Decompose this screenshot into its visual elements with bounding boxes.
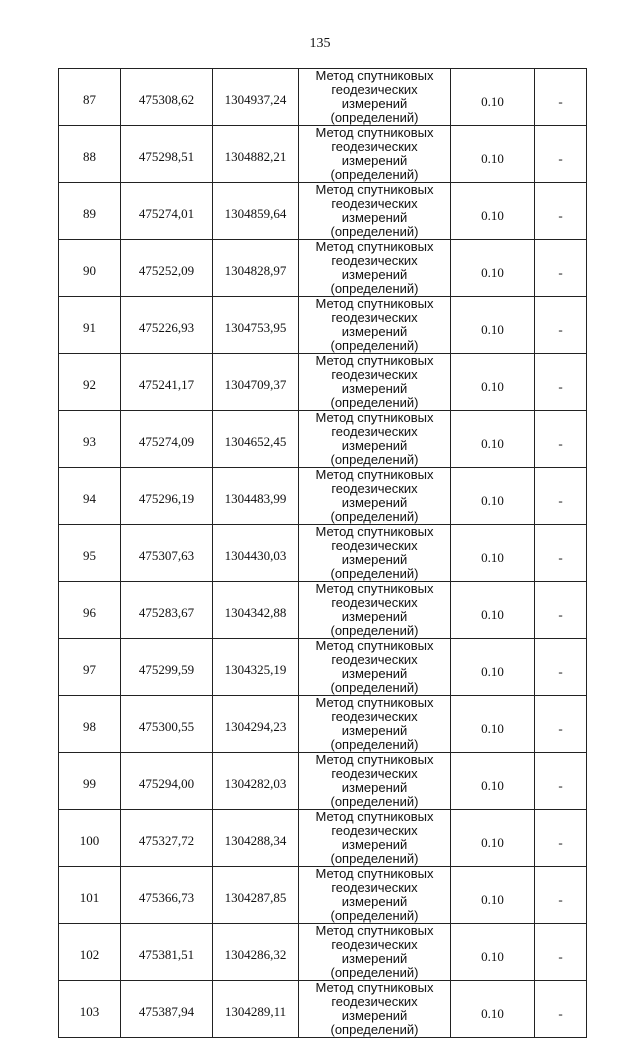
table-row (59, 69, 587, 126)
y-coordinate-cell: 1304937,24 (213, 69, 299, 126)
coordinates-table-body (59, 69, 587, 1038)
accuracy-cell: 0.10 (451, 582, 535, 639)
method-line: Метод спутниковых (315, 182, 434, 197)
y-coordinate-cell: 1304325,19 (213, 639, 299, 696)
point-number-cell: 96 (59, 582, 121, 639)
y-coordinate-cell: 1304828,97 (213, 240, 299, 297)
x-coordinate-cell: 475387,94 (121, 981, 213, 1038)
y-coordinate-cell: 1304294,23 (213, 696, 299, 753)
method-line: Метод спутниковых (315, 467, 434, 482)
method-line: (определений) (330, 509, 419, 524)
method-cell (299, 240, 451, 297)
method-line: геодезических измерений (331, 880, 418, 909)
point-number-cell: 103 (59, 981, 121, 1038)
note-cell: - (535, 810, 587, 867)
note-cell: - (535, 981, 587, 1038)
x-coordinate-cell: 475298,51 (121, 126, 213, 183)
y-coordinate-cell: 1304652,45 (213, 411, 299, 468)
point-number-cell: 101 (59, 867, 121, 924)
method-line: (определений) (330, 623, 419, 638)
x-coordinate-cell: 475381,51 (121, 924, 213, 981)
x-coordinate-cell: 475274,01 (121, 183, 213, 240)
method-line: (определений) (330, 281, 419, 296)
method-line: геодезических измерений (331, 139, 418, 168)
table-row (59, 753, 587, 810)
table-row (59, 867, 587, 924)
method-cell (299, 810, 451, 867)
method-cell (299, 639, 451, 696)
note-cell: - (535, 525, 587, 582)
accuracy-cell: 0.10 (451, 411, 535, 468)
method-cell (299, 468, 451, 525)
note-cell: - (535, 924, 587, 981)
x-coordinate-cell: 475241,17 (121, 354, 213, 411)
x-coordinate-cell: 475283,67 (121, 582, 213, 639)
method-line: (определений) (330, 167, 419, 182)
method-line: (определений) (330, 851, 419, 866)
x-coordinate-cell: 475226,93 (121, 297, 213, 354)
method-cell (299, 582, 451, 639)
method-cell (299, 354, 451, 411)
method-line: Метод спутниковых (315, 980, 434, 995)
method-line: (определений) (330, 680, 419, 695)
note-cell: - (535, 411, 587, 468)
note-cell: - (535, 126, 587, 183)
table-row (59, 411, 587, 468)
note-cell: - (535, 468, 587, 525)
accuracy-cell: 0.10 (451, 69, 535, 126)
method-line: Метод спутниковых (315, 524, 434, 539)
point-number-cell: 94 (59, 468, 121, 525)
method-line: геодезических измерений (331, 538, 418, 567)
method-line: геодезических измерений (331, 823, 418, 852)
y-coordinate-cell: 1304282,03 (213, 753, 299, 810)
x-coordinate-cell: 475294,00 (121, 753, 213, 810)
accuracy-cell: 0.10 (451, 126, 535, 183)
point-number-cell: 88 (59, 126, 121, 183)
method-line: геодезических измерений (331, 481, 418, 510)
method-cell (299, 183, 451, 240)
point-number-cell: 99 (59, 753, 121, 810)
method-line: (определений) (330, 224, 419, 239)
method-line: (определений) (330, 737, 419, 752)
table-row (59, 183, 587, 240)
note-cell: - (535, 696, 587, 753)
method-cell (299, 297, 451, 354)
method-line: Метод спутниковых (315, 752, 434, 767)
method-cell (299, 525, 451, 582)
method-line: Метод спутниковых (315, 866, 434, 881)
table-row (59, 126, 587, 183)
point-number-cell: 91 (59, 297, 121, 354)
table-row (59, 297, 587, 354)
point-number-cell: 87 (59, 69, 121, 126)
method-cell (299, 981, 451, 1038)
point-number-cell: 95 (59, 525, 121, 582)
point-number-cell: 97 (59, 639, 121, 696)
method-line: геодезических измерений (331, 994, 418, 1023)
method-line: геодезических измерений (331, 766, 418, 795)
x-coordinate-cell: 475327,72 (121, 810, 213, 867)
y-coordinate-cell: 1304289,11 (213, 981, 299, 1038)
method-cell (299, 126, 451, 183)
method-cell (299, 753, 451, 810)
method-line: Метод спутниковых (315, 296, 434, 311)
note-cell: - (535, 867, 587, 924)
y-coordinate-cell: 1304430,03 (213, 525, 299, 582)
y-coordinate-cell: 1304286,32 (213, 924, 299, 981)
accuracy-cell: 0.10 (451, 297, 535, 354)
method-line: геодезических измерений (331, 82, 418, 111)
table-row (59, 924, 587, 981)
method-line: Метод спутниковых (315, 923, 434, 938)
method-cell (299, 924, 451, 981)
accuracy-cell: 0.10 (451, 981, 535, 1038)
method-line: (определений) (330, 566, 419, 581)
accuracy-cell: 0.10 (451, 525, 535, 582)
point-number-cell: 90 (59, 240, 121, 297)
table-row (59, 696, 587, 753)
method-line: геодезических измерений (331, 196, 418, 225)
point-number-cell: 89 (59, 183, 121, 240)
note-cell: - (535, 297, 587, 354)
method-line: Метод спутниковых (315, 581, 434, 596)
note-cell: - (535, 183, 587, 240)
accuracy-cell: 0.10 (451, 354, 535, 411)
method-line: Метод спутниковых (315, 410, 434, 425)
method-cell (299, 867, 451, 924)
table-row (59, 240, 587, 297)
note-cell: - (535, 354, 587, 411)
y-coordinate-cell: 1304882,21 (213, 126, 299, 183)
y-coordinate-cell: 1304483,99 (213, 468, 299, 525)
method-cell (299, 411, 451, 468)
table-row (59, 468, 587, 525)
x-coordinate-cell: 475299,59 (121, 639, 213, 696)
method-cell (299, 69, 451, 126)
method-line: Метод спутниковых (315, 695, 434, 710)
table-row (59, 354, 587, 411)
method-line: Метод спутниковых (315, 809, 434, 824)
method-line: (определений) (330, 1022, 419, 1037)
point-number-cell: 93 (59, 411, 121, 468)
x-coordinate-cell: 475300,55 (121, 696, 213, 753)
point-number-cell: 100 (59, 810, 121, 867)
accuracy-cell: 0.10 (451, 183, 535, 240)
method-line: геодезических измерений (331, 652, 418, 681)
accuracy-cell: 0.10 (451, 753, 535, 810)
method-line: (определений) (330, 110, 419, 125)
table-row (59, 981, 587, 1038)
note-cell: - (535, 69, 587, 126)
point-number-cell: 102 (59, 924, 121, 981)
accuracy-cell: 0.10 (451, 240, 535, 297)
method-line: (определений) (330, 452, 419, 467)
x-coordinate-cell: 475252,09 (121, 240, 213, 297)
method-line: (определений) (330, 338, 419, 353)
y-coordinate-cell: 1304859,64 (213, 183, 299, 240)
table-row (59, 525, 587, 582)
accuracy-cell: 0.10 (451, 639, 535, 696)
y-coordinate-cell: 1304342,88 (213, 582, 299, 639)
table-row (59, 582, 587, 639)
coordinates-table (58, 68, 587, 1038)
method-cell (299, 696, 451, 753)
table-row (59, 810, 587, 867)
method-line: геодезических измерений (331, 253, 418, 282)
page-number: 135 (309, 36, 331, 51)
x-coordinate-cell: 475366,73 (121, 867, 213, 924)
point-number-cell: 98 (59, 696, 121, 753)
method-line: (определений) (330, 965, 419, 980)
method-line: Метод спутниковых (315, 239, 434, 254)
y-coordinate-cell: 1304288,34 (213, 810, 299, 867)
x-coordinate-cell: 475296,19 (121, 468, 213, 525)
y-coordinate-cell: 1304753,95 (213, 297, 299, 354)
method-line: Метод спутниковых (315, 68, 434, 83)
note-cell: - (535, 582, 587, 639)
method-line: геодезических измерений (331, 367, 418, 396)
method-line: геодезических измерений (331, 709, 418, 738)
y-coordinate-cell: 1304709,37 (213, 354, 299, 411)
note-cell: - (535, 753, 587, 810)
point-number-cell: 92 (59, 354, 121, 411)
method-line: геодезических измерений (331, 595, 418, 624)
note-cell: - (535, 240, 587, 297)
x-coordinate-cell: 475308,62 (121, 69, 213, 126)
x-coordinate-cell: 475307,63 (121, 525, 213, 582)
method-line: (определений) (330, 908, 419, 923)
accuracy-cell: 0.10 (451, 867, 535, 924)
note-cell: - (535, 639, 587, 696)
method-line: геодезических измерений (331, 424, 418, 453)
method-line: Метод спутниковых (315, 638, 434, 653)
accuracy-cell: 0.10 (451, 810, 535, 867)
accuracy-cell: 0.10 (451, 924, 535, 981)
method-line: Метод спутниковых (315, 353, 434, 368)
method-line: (определений) (330, 395, 419, 410)
method-line: геодезических измерений (331, 937, 418, 966)
method-line: Метод спутниковых (315, 125, 434, 140)
y-coordinate-cell: 1304287,85 (213, 867, 299, 924)
x-coordinate-cell: 475274,09 (121, 411, 213, 468)
method-line: геодезических измерений (331, 310, 418, 339)
method-line: (определений) (330, 794, 419, 809)
table-row (59, 639, 587, 696)
accuracy-cell: 0.10 (451, 468, 535, 525)
accuracy-cell: 0.10 (451, 696, 535, 753)
